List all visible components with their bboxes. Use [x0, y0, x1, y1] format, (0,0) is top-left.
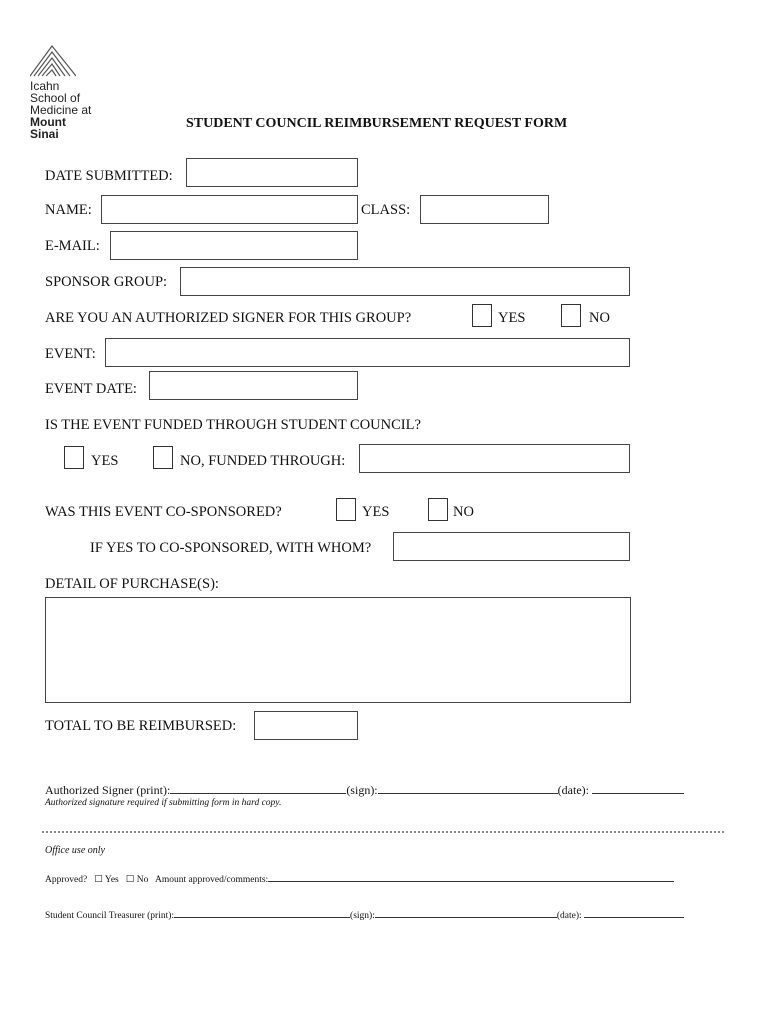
sponsor-group-field[interactable] [180, 267, 630, 296]
treasurer-sign-label: (sign): [350, 911, 375, 921]
approved-no-label: No [136, 875, 149, 885]
authorized-yes-checkbox[interactable] [472, 304, 492, 327]
class-label: CLASS: [361, 202, 411, 218]
logo-line: School of [30, 91, 81, 105]
class-field[interactable] [420, 195, 549, 224]
treasurer-print-label: Student Council Treasurer (print): [45, 911, 175, 921]
funded-through-field[interactable] [359, 444, 630, 473]
detail-field[interactable] [45, 597, 631, 703]
cosponsored-question: WAS THIS EVENT CO-SPONSORED? [45, 504, 282, 520]
event-date-label: EVENT DATE: [45, 381, 137, 397]
total-field[interactable] [254, 711, 358, 740]
event-date-field[interactable] [149, 371, 358, 400]
authorized-yes-label: YES [498, 310, 526, 326]
cosponsored-whom-label: IF YES TO CO-SPONSORED, WITH WHOM? [90, 540, 372, 556]
logo-line: Mount [30, 115, 66, 129]
institution-name [30, 80, 91, 140]
date-submitted-field[interactable] [186, 158, 358, 187]
total-label: TOTAL TO BE REIMBURSED: [45, 718, 237, 734]
signer-date-line[interactable] [592, 783, 684, 794]
separator [42, 831, 724, 833]
cosponsored-no-checkbox[interactable] [428, 498, 448, 521]
authorized-signer-question: ARE YOU AN AUTHORIZED SIGNER FOR THIS GROUP? [45, 310, 412, 326]
approved-yes-label: Yes [104, 875, 119, 885]
treasurer-sign-line[interactable] [375, 909, 557, 918]
funded-no-label: NO, FUNDED THROUGH: [180, 453, 346, 469]
mount-sinai-mountain-logo [30, 44, 76, 78]
signer-print-label: Authorized Signer (print): [45, 783, 171, 797]
funded-no-checkbox[interactable] [153, 446, 173, 469]
authorized-no-label: NO [589, 310, 610, 326]
signature-note: Authorized signature required if submitting form in hard copy. [45, 798, 282, 808]
email-field[interactable] [110, 231, 358, 260]
email-label: E-MAIL: [45, 238, 100, 254]
date-submitted-label: DATE SUBMITTED: [45, 168, 173, 184]
treasurer-date-line[interactable] [584, 909, 684, 918]
approved-yes-checkbox[interactable]: ☐ [94, 875, 103, 885]
logo-line: Sinai [30, 127, 59, 141]
name-label: NAME: [45, 202, 92, 218]
authorized-no-checkbox[interactable] [561, 304, 581, 327]
amount-line[interactable] [268, 873, 674, 882]
signer-date-label: (date): [557, 783, 589, 797]
funded-yes-label: YES [91, 453, 119, 469]
approved-label: Approved? [45, 875, 88, 885]
amount-label: Amount approved/comments: [155, 875, 269, 885]
approved-line [45, 873, 674, 886]
treasurer-line [45, 909, 684, 922]
event-label: EVENT: [45, 346, 96, 362]
treasurer-print-line[interactable] [174, 909, 350, 918]
name-field[interactable] [101, 195, 358, 224]
signer-print-line[interactable] [170, 783, 346, 794]
funded-question: IS THE EVENT FUNDED THROUGH STUDENT COUNCIL? [45, 417, 421, 433]
treasurer-date-label: (date): [556, 911, 582, 921]
event-field[interactable] [105, 338, 630, 367]
logo-line: Medicine at [30, 103, 92, 117]
cosponsored-no-label: NO [453, 504, 474, 520]
signer-sign-line[interactable] [378, 783, 558, 794]
signer-sign-label: (sign): [346, 783, 378, 797]
signer-line [45, 783, 684, 797]
detail-label: DETAIL OF PURCHASE(S): [45, 576, 219, 592]
cosponsored-yes-checkbox[interactable] [336, 498, 356, 521]
funded-yes-checkbox[interactable] [64, 446, 84, 469]
office-use-heading: Office use only [45, 845, 105, 856]
sponsor-group-label: SPONSOR GROUP: [45, 274, 168, 290]
form-title: STUDENT COUNCIL REIMBURSEMENT REQUEST FORM [186, 116, 568, 131]
logo-line: Icahn [30, 79, 60, 93]
cosponsored-whom-field[interactable] [393, 532, 630, 561]
approved-no-checkbox[interactable]: ☐ [125, 875, 135, 885]
cosponsored-yes-label: YES [362, 504, 390, 520]
